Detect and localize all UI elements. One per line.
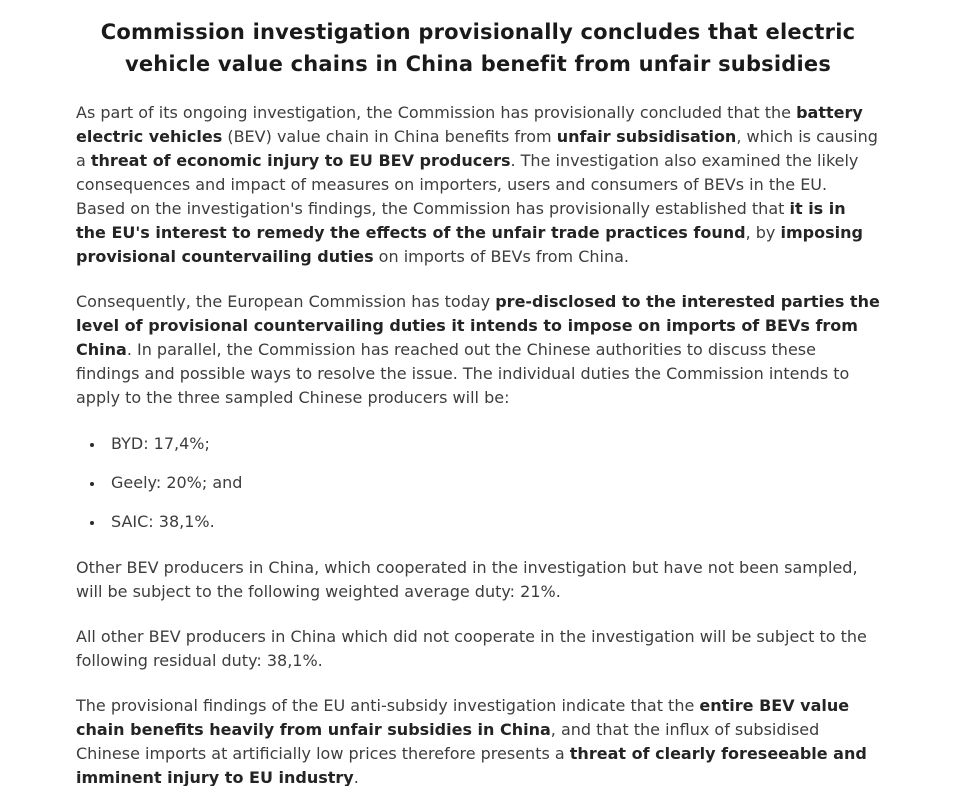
text-run: All other BEV producers in China which did not cooperate in the investigation will be subject to the following residual duty: 38,1%. xyxy=(76,627,867,670)
bold-text-run: battery electric vehicles xyxy=(76,103,863,146)
text-run: . The investigation also examined the likely consequences and impact of measures on importers, users and consumers of BEVs in the EU. Based on the investigation's findings, the Commission has provisionally established that xyxy=(76,151,859,218)
bold-text-run: threat of clearly foreseeable and imminent injury to EU industry xyxy=(76,744,867,786)
list-item: • Geely: 20%; and xyxy=(105,471,880,495)
text-run: , by xyxy=(745,223,781,242)
page-title: Commission investigation provisionally concludes that electric vehicle value chains in China benefit from unfair subsidies xyxy=(100,20,856,76)
paragraph xyxy=(76,625,880,673)
paragraph xyxy=(76,290,880,410)
bold-text-run: pre-disclosed to the interested parties the level of provisional countervailing duties it intends to impose on imports of BEVs from China xyxy=(76,292,880,359)
bullet-list xyxy=(76,432,880,534)
text-run: , and that the influx of subsidised Chinese imports at artificially low prices therefore presents a xyxy=(76,720,820,763)
document-body xyxy=(0,101,956,786)
bold-text-run: it is in the EU's interest to remedy the effects of the unfair trade practices found xyxy=(76,199,846,242)
text-run: Other BEV producers in China, which cooperated in the investigation but have not been sampled, will be subject to the following weighted average duty: 21%. xyxy=(76,558,858,601)
text-run: As part of its ongoing investigation, the Commission has provisionally concluded that the xyxy=(76,103,797,122)
list-item: • BYD: 17,4%; xyxy=(105,432,880,456)
text-run: on imports of BEVs from China. xyxy=(373,247,630,266)
bold-text-run: unfair subsidisation xyxy=(556,127,737,146)
text-run: (BEV) value chain in China benefits from xyxy=(222,127,557,146)
paragraph xyxy=(76,556,880,604)
text-run: . xyxy=(353,768,359,786)
paragraph xyxy=(76,694,880,786)
text-run: , which is causing a xyxy=(76,127,878,170)
text-run: Consequently, the European Commission has today xyxy=(76,292,496,311)
bold-text-run: entire BEV value chain benefits heavily from unfair subsidies in China xyxy=(76,696,850,739)
text-run: . In parallel, the Commission has reached out the Chinese authorities to discuss these findings and possible ways to resolve the issue. The individual duties the Commission intends to apply to the three sampled Chinese producers will be: xyxy=(76,340,850,407)
text-run: The provisional findings of the EU anti-subsidy investigation indicate that the xyxy=(76,696,700,715)
bold-text-run: threat of economic injury to EU BEV producers xyxy=(90,151,511,170)
list-item: • SAIC: 38,1%. xyxy=(105,510,880,534)
paragraph xyxy=(76,101,880,269)
bold-text-run: imposing provisional countervailing duties xyxy=(76,223,863,266)
